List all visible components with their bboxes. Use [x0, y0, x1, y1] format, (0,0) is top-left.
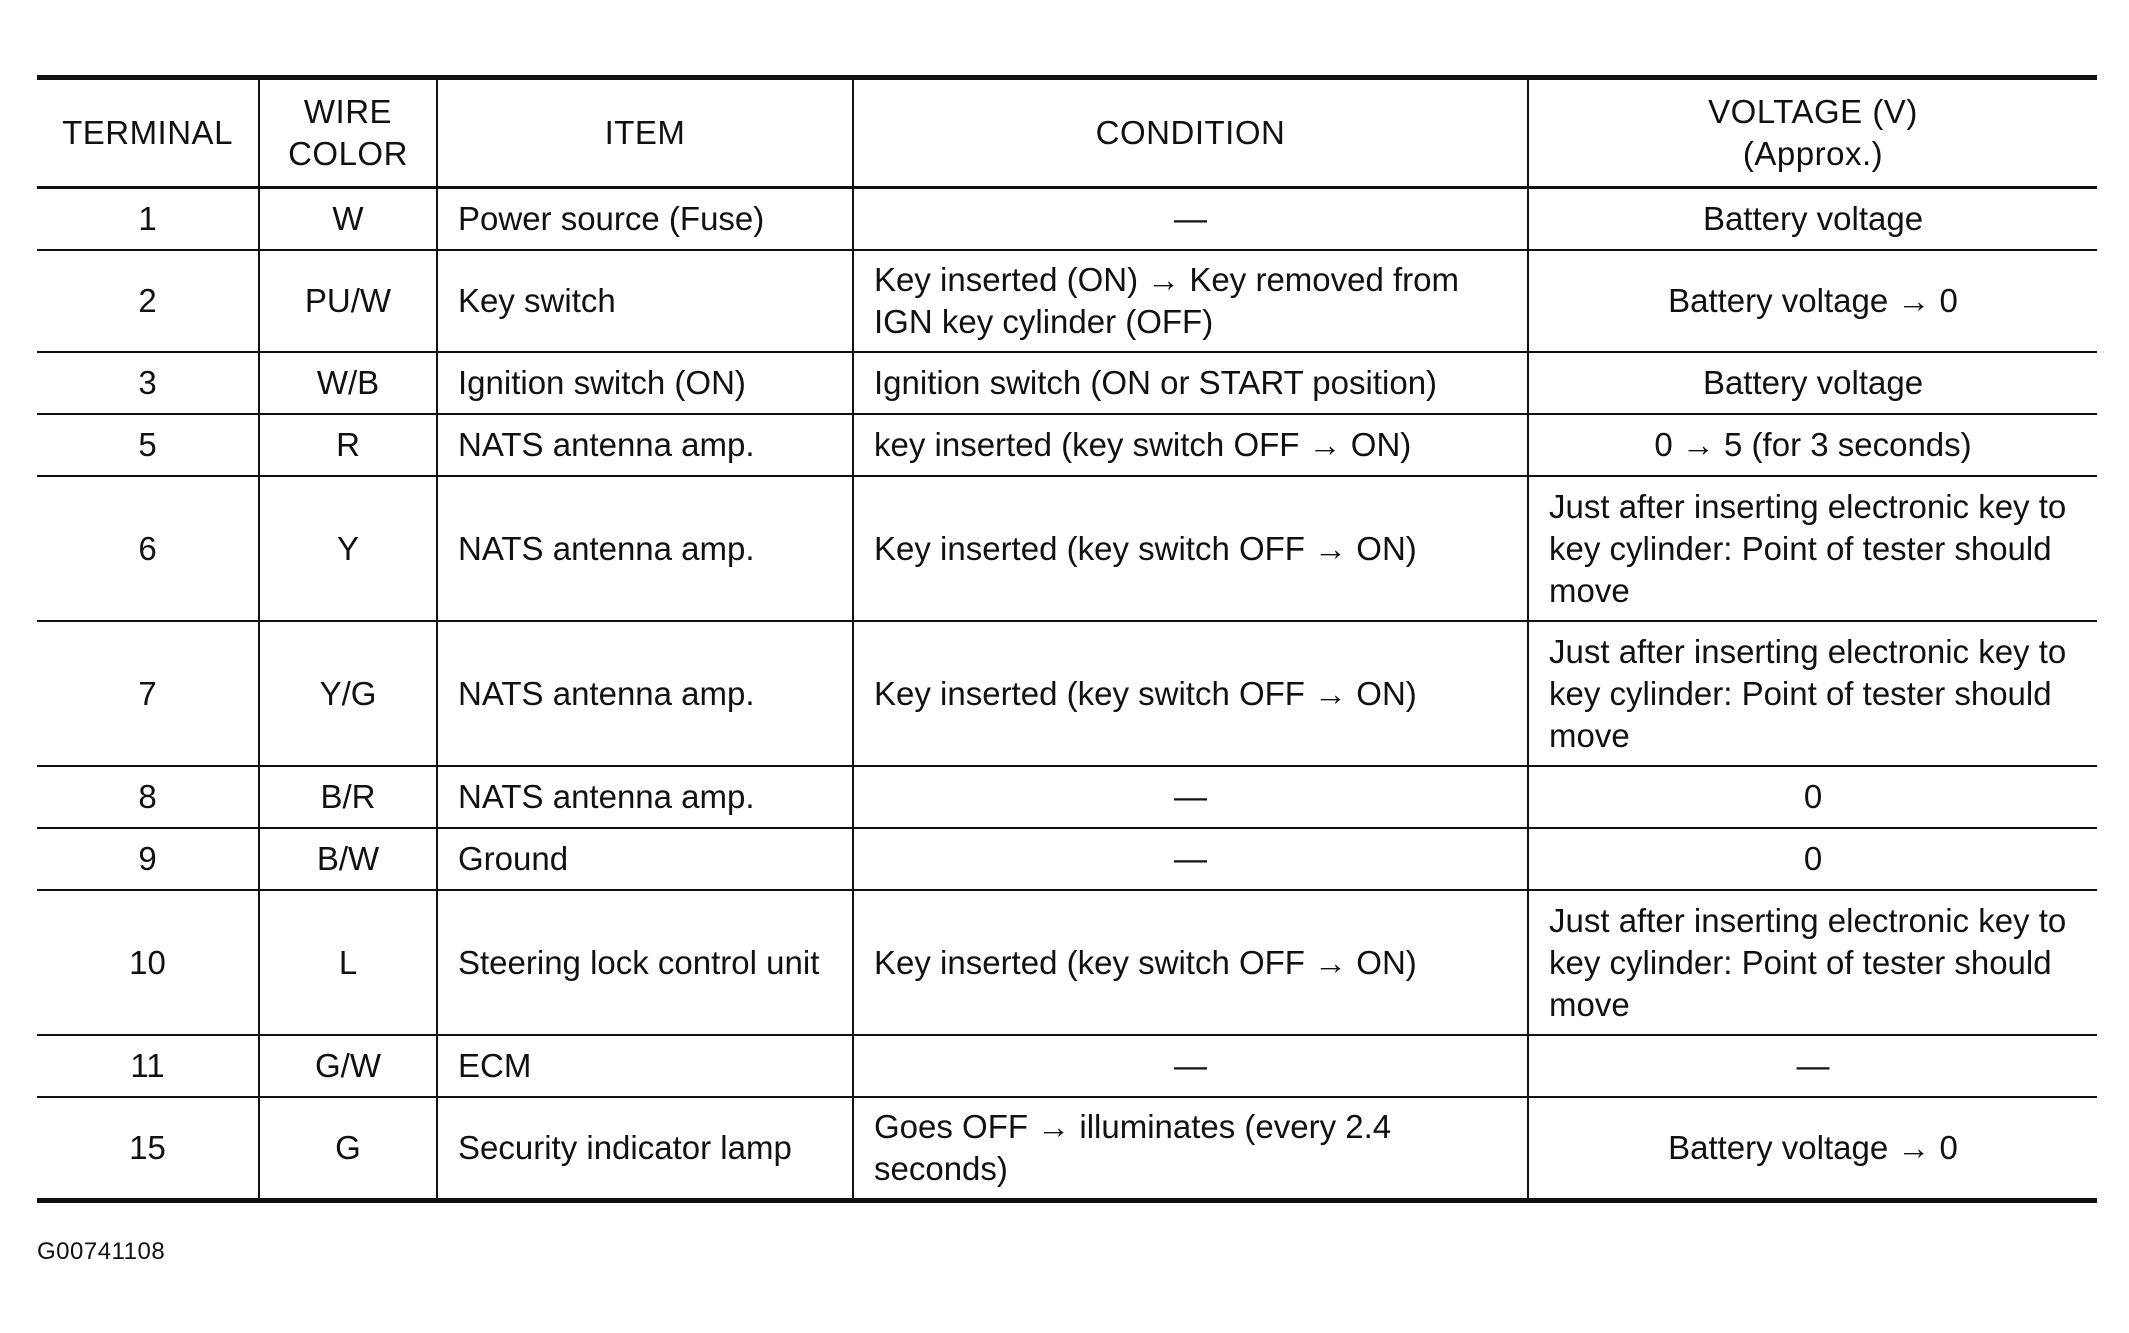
table-row: [37, 352, 2097, 414]
condition-cell: Key inserted (ON) → Key removed from IGN key cylinder (OFF): [853, 250, 1528, 352]
item-cell: NATS antenna amp.: [437, 414, 853, 476]
header-condition-label: CONDITION: [1095, 114, 1286, 151]
header-voltage-line1: VOLTAGE (V): [1708, 93, 1918, 130]
table-row: [37, 414, 2097, 476]
item-cell: Key switch: [437, 250, 853, 352]
table-row: [37, 188, 2097, 251]
voltage-cell: Just after inserting electronic key to key cylinder: Point of tester should move: [1528, 621, 2097, 766]
header-condition: [853, 78, 1528, 188]
wire-color-cell: R: [259, 414, 437, 476]
terminal-cell: 6: [37, 476, 259, 621]
item-cell: Steering lock control unit: [437, 890, 853, 1035]
terminal-cell: 7: [37, 621, 259, 766]
condition-cell: Key inserted (key switch OFF → ON): [853, 890, 1528, 1035]
terminal-cell: 10: [37, 890, 259, 1035]
voltage-cell: Just after inserting electronic key to key cylinder: Point of tester should move: [1528, 890, 2097, 1035]
header-wire-color: [259, 78, 437, 188]
wire-color-cell: L: [259, 890, 437, 1035]
wire-color-cell: G: [259, 1097, 437, 1201]
condition-cell: Key inserted (key switch OFF → ON): [853, 476, 1528, 621]
voltage-cell: Battery voltage → 0: [1528, 250, 2097, 352]
condition-cell: key inserted (key switch OFF → ON): [853, 414, 1528, 476]
header-item-label: ITEM: [604, 114, 686, 151]
table-row: [37, 828, 2097, 890]
terminal-cell: 2: [37, 250, 259, 352]
table-header: [37, 78, 2097, 188]
terminal-reference-sheet: [37, 75, 2097, 1203]
table-row: [37, 1097, 2097, 1201]
item-cell: NATS antenna amp.: [437, 766, 853, 828]
voltage-cell: 0: [1528, 828, 2097, 890]
table-row: [37, 621, 2097, 766]
wire-color-cell: G/W: [259, 1035, 437, 1097]
item-cell: Ground: [437, 828, 853, 890]
table-row: [37, 250, 2097, 352]
condition-cell: Key inserted (key switch OFF → ON): [853, 621, 1528, 766]
table-row: [37, 476, 2097, 621]
item-cell: NATS antenna amp.: [437, 476, 853, 621]
voltage-cell: Just after inserting electronic key to key cylinder: Point of tester should move: [1528, 476, 2097, 621]
table-row: [37, 890, 2097, 1035]
item-cell: Security indicator lamp: [437, 1097, 853, 1201]
terminal-cell: 15: [37, 1097, 259, 1201]
header-wire-color-line2: COLOR: [288, 135, 408, 172]
header-item: [437, 78, 853, 188]
wire-color-cell: W: [259, 188, 437, 251]
table-row: [37, 1035, 2097, 1097]
wire-color-cell: Y: [259, 476, 437, 621]
condition-cell: —: [853, 1035, 1528, 1097]
terminal-cell: 8: [37, 766, 259, 828]
header-row: [37, 78, 2097, 188]
terminal-cell: 3: [37, 352, 259, 414]
header-wire-color-line1: WIRE: [303, 93, 393, 130]
terminal-cell: 5: [37, 414, 259, 476]
item-cell: NATS antenna amp.: [437, 621, 853, 766]
wire-color-cell: B/R: [259, 766, 437, 828]
condition-cell: —: [853, 766, 1528, 828]
condition-cell: Ignition switch (ON or START position): [853, 352, 1528, 414]
condition-cell: —: [853, 828, 1528, 890]
wire-color-cell: W/B: [259, 352, 437, 414]
header-terminal: [37, 78, 259, 188]
condition-cell: —: [853, 188, 1528, 251]
voltage-cell: 0: [1528, 766, 2097, 828]
terminal-cell: 9: [37, 828, 259, 890]
condition-cell: Goes OFF → illuminates (every 2.4 seconds): [853, 1097, 1528, 1201]
figure-id: G00741108: [37, 1238, 166, 1265]
table-body: [37, 188, 2097, 1201]
header-terminal-label: TERMINAL: [62, 114, 233, 151]
voltage-cell: —: [1528, 1035, 2097, 1097]
item-cell: Ignition switch (ON): [437, 352, 853, 414]
wire-color-cell: PU/W: [259, 250, 437, 352]
voltage-cell: Battery voltage: [1528, 352, 2097, 414]
terminal-cell: 1: [37, 188, 259, 251]
item-cell: Power source (Fuse): [437, 188, 853, 251]
table-row: [37, 766, 2097, 828]
wire-color-cell: Y/G: [259, 621, 437, 766]
voltage-cell: 0 → 5 (for 3 seconds): [1528, 414, 2097, 476]
wire-color-cell: B/W: [259, 828, 437, 890]
voltage-cell: Battery voltage: [1528, 188, 2097, 251]
voltage-cell: Battery voltage → 0: [1528, 1097, 2097, 1201]
terminal-cell: 11: [37, 1035, 259, 1097]
item-cell: ECM: [437, 1035, 853, 1097]
header-voltage-line2: (Approx.): [1742, 135, 1884, 172]
header-voltage: [1528, 78, 2097, 188]
terminal-voltage-table: [37, 75, 2097, 1203]
